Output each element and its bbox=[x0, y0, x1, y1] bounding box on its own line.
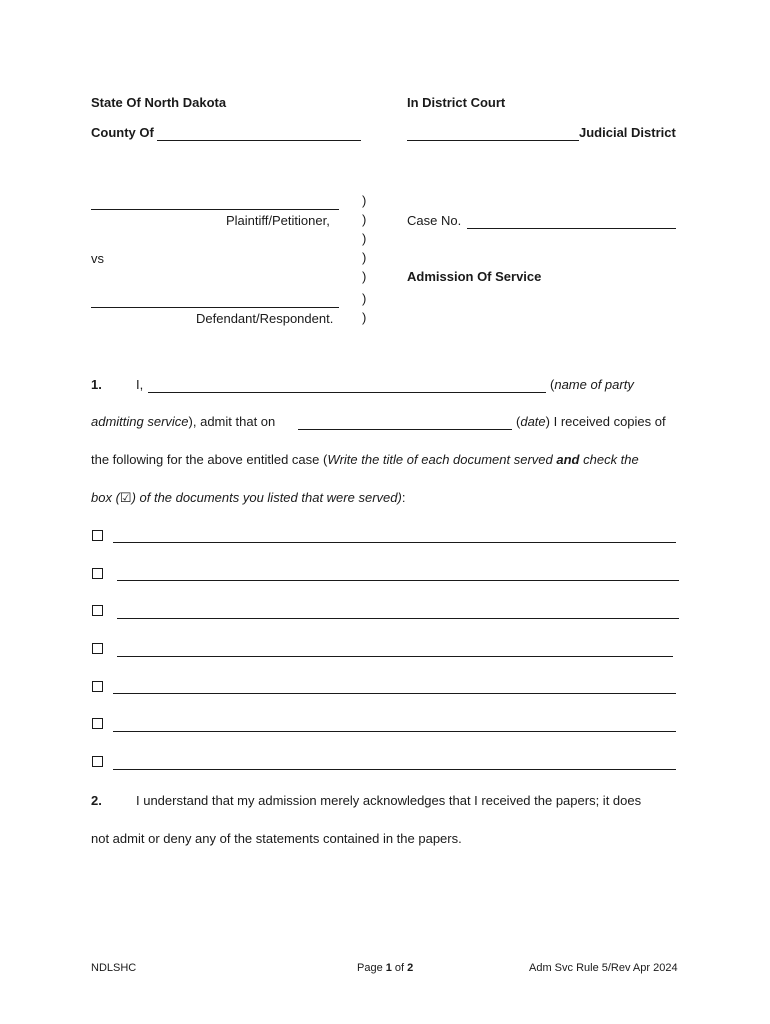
caption-paren: ) bbox=[362, 291, 367, 306]
date-field[interactable] bbox=[298, 429, 512, 430]
document-title: Admission Of Service bbox=[407, 269, 542, 284]
para2-line2: not admit or deny any of the statements contained in the papers. bbox=[91, 831, 462, 846]
state-label: State Of North Dakota bbox=[91, 95, 227, 110]
case-no-label: Case No. bbox=[407, 213, 462, 228]
document-checkbox[interactable] bbox=[92, 605, 103, 616]
document-checkbox[interactable] bbox=[92, 718, 103, 729]
caption-paren: ) bbox=[362, 310, 367, 325]
para2-number: 2. bbox=[91, 793, 102, 808]
document-title-line[interactable] bbox=[117, 618, 679, 619]
footer-org: NDLSHC bbox=[91, 962, 137, 974]
document-title-line[interactable] bbox=[113, 731, 676, 732]
caption-paren: ) bbox=[362, 193, 367, 208]
document-title-line[interactable] bbox=[117, 656, 673, 657]
case-no-field[interactable] bbox=[467, 228, 676, 229]
document-checkbox[interactable] bbox=[92, 643, 103, 654]
para1-line2: admitting service), admit that on bbox=[91, 414, 276, 429]
document-title-line[interactable] bbox=[113, 769, 676, 770]
caption-paren: ) bbox=[362, 212, 367, 227]
caption-paren: ) bbox=[362, 250, 367, 265]
county-field[interactable] bbox=[157, 140, 361, 141]
para1-line4: box (☑) of the documents you listed that were served): bbox=[91, 490, 406, 505]
footer-page: Page 1 of 2 bbox=[357, 962, 414, 974]
vs-label: vs bbox=[91, 251, 104, 266]
caption-paren: ) bbox=[362, 269, 367, 284]
document-checkbox[interactable] bbox=[92, 568, 103, 579]
judicial-district-field[interactable] bbox=[407, 140, 579, 141]
defendant-name-field[interactable] bbox=[91, 307, 339, 308]
defendant-label: Defendant/Respondent. bbox=[196, 311, 334, 326]
name-hint: (name of party bbox=[550, 377, 634, 392]
document-title-line[interactable] bbox=[117, 580, 679, 581]
document-title-line[interactable] bbox=[113, 693, 676, 694]
document-checkbox[interactable] bbox=[92, 756, 103, 767]
para2-line1: I understand that my admission merely acknowledges that I received the papers; it does bbox=[136, 793, 642, 808]
date-hint: (date) I received copies of bbox=[516, 414, 666, 429]
para1-line3: the following for the above entitled case (Write the title of each document served and check the bbox=[91, 452, 639, 467]
judicial-district-label: Judicial District bbox=[579, 125, 676, 140]
document-title-line[interactable] bbox=[113, 542, 676, 543]
caption-paren: ) bbox=[362, 231, 367, 246]
para1-number: 1. bbox=[91, 377, 102, 392]
court-label: In District Court bbox=[407, 95, 506, 110]
party-name-field[interactable] bbox=[148, 392, 546, 393]
county-label: County Of bbox=[91, 125, 154, 140]
document-checkbox[interactable] bbox=[92, 681, 103, 692]
plaintiff-name-field[interactable] bbox=[91, 209, 339, 210]
para1-i: I, bbox=[136, 377, 144, 392]
document-checkbox[interactable] bbox=[92, 530, 103, 541]
footer-form-id: Adm Svc Rule 5/Rev Apr 2024 bbox=[529, 962, 678, 974]
plaintiff-label: Plaintiff/Petitioner, bbox=[226, 213, 330, 228]
